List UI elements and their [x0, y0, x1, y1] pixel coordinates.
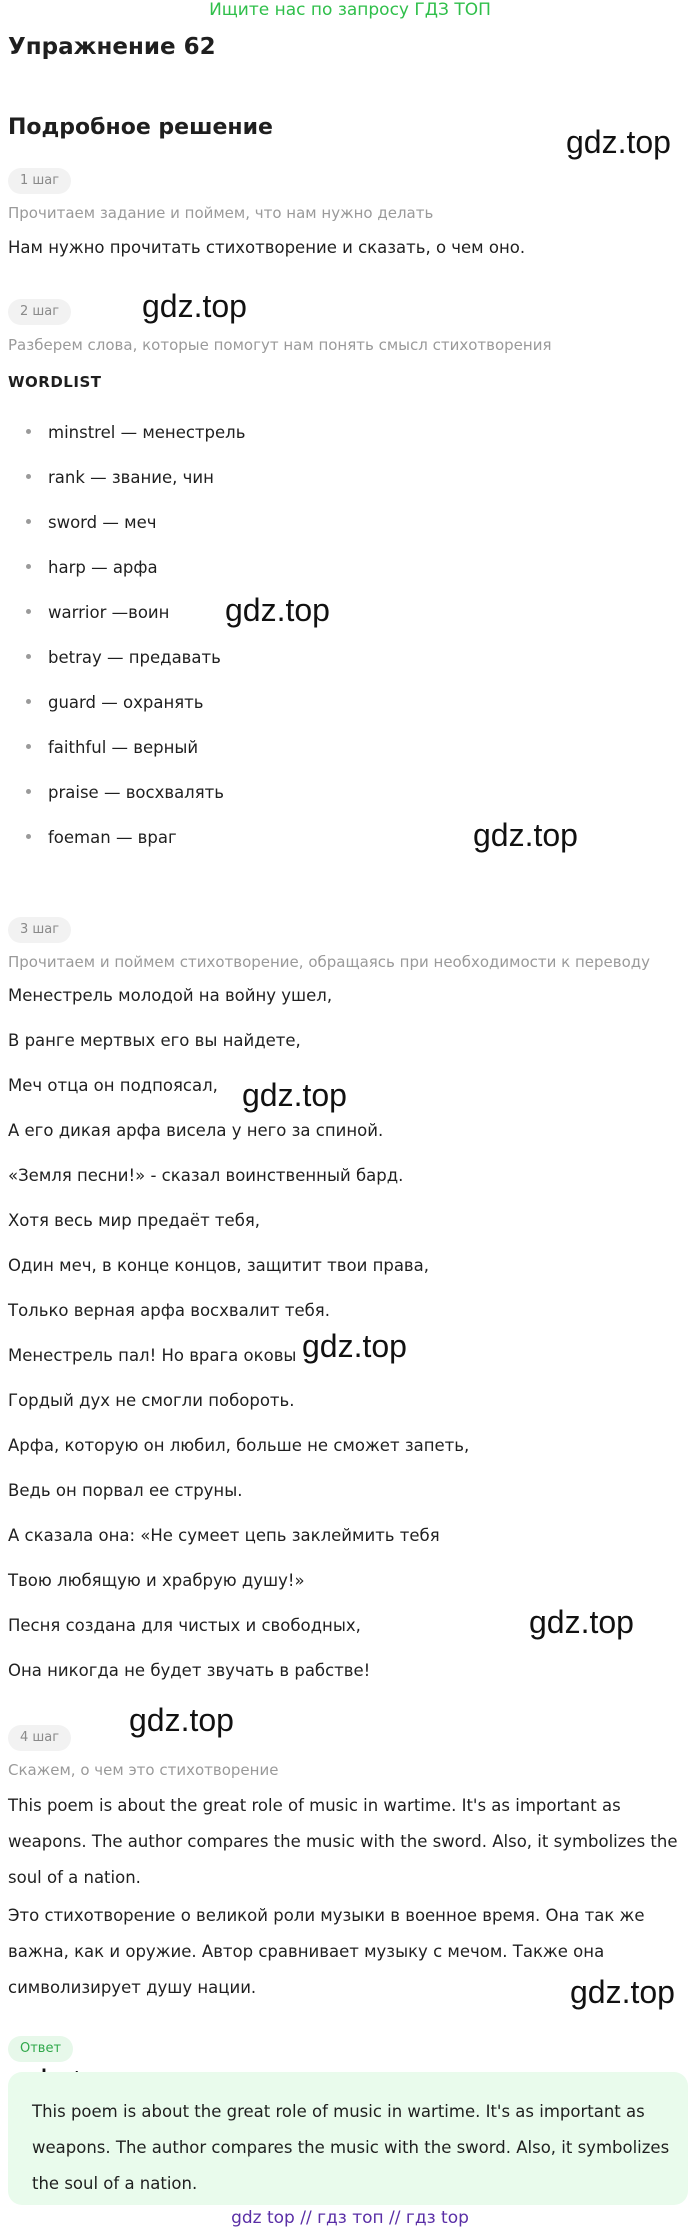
bullet-icon	[26, 654, 31, 659]
bullet-icon	[26, 519, 31, 524]
watermark: gdz.top	[529, 1604, 634, 1640]
wordlist-item	[26, 558, 158, 577]
footer-links[interactable]: gdz top // гдз топ // гдз top	[231, 2208, 469, 2228]
answer-text: This poem is about the great role of music in wartime. It's as important as weapons. The author compares the music with the sword. Also, it symbolizes the soul of a nation.	[32, 2102, 670, 2193]
wordlist-item	[26, 693, 204, 712]
answer-badge: Ответ	[8, 2036, 73, 2062]
bullet-icon	[26, 699, 31, 704]
step-hint: Скажем, о чем это стихотворение	[8, 1761, 279, 1779]
poem-line: Один меч, в конце концов, защитит твои права,	[8, 1256, 430, 1275]
wordlist-item-text: sword — меч	[48, 513, 157, 532]
step-badge: 4 шаг	[8, 1725, 71, 1751]
wordlist-item	[26, 828, 177, 847]
poem-line: Твою любящую и храбрую душу!»	[8, 1571, 305, 1590]
watermark: gdz.top	[570, 1974, 675, 2010]
wordlist-item	[26, 468, 214, 487]
poem-line: Она никогда не будет звучать в рабстве!	[8, 1661, 371, 1680]
bullet-icon	[26, 609, 31, 614]
step-text-russian: Это стихотворение о великой роли музыки в военное время. Она так же важна, как и оружие. Автор сравнивает музыку с мечом. Также она символизирует душу нации.	[8, 1906, 645, 1997]
wordlist-item	[26, 513, 157, 532]
wordlist-item	[26, 423, 245, 442]
poem-line: Песня создана для чистых и свободных,	[8, 1616, 361, 1635]
step-hint: Разберем слова, которые помогут нам понять смысл стихотворения	[8, 336, 552, 354]
watermark: gdz.top	[129, 1702, 234, 1738]
step-text: Нам нужно прочитать стихотворение и сказать, о чем оно.	[8, 238, 526, 257]
poem-line: «Земля песни!» - сказал воинственный бард.	[8, 1166, 404, 1185]
wordlist-item-text: guard — охранять	[48, 693, 204, 712]
poem-line: Хотя весь мир предаёт тебя,	[8, 1211, 261, 1230]
wordlist-item	[26, 648, 221, 667]
watermark: gdz.top	[225, 592, 330, 628]
wordlist-item-text: harp — арфа	[48, 558, 158, 577]
poem-line: В ранге мертвых его вы найдете,	[8, 1031, 301, 1050]
poem-line: Арфа, которую он любил, больше не сможет запеть,	[8, 1436, 470, 1455]
bullet-icon	[26, 789, 31, 794]
bullet-icon	[26, 834, 31, 839]
step-hint: Прочитаем задание и поймем, что нам нужно делать	[8, 204, 434, 222]
step-badge: 1 шаг	[8, 168, 71, 194]
watermark: gdz.top	[242, 1077, 347, 1113]
wordlist-item	[26, 603, 169, 622]
wordlist-item-text: praise — восхвалять	[48, 783, 224, 802]
wordlist-item-text: betray — предавать	[48, 648, 221, 667]
wordlist-item	[26, 738, 198, 757]
page-title: Упражнение 62	[8, 34, 216, 60]
poem-line: А сказала она: «Не сумеет цепь заклеймить тебя	[8, 1526, 440, 1545]
wordlist-item-text: warrior —воин	[48, 603, 170, 622]
wordlist-title: WORDLIST	[8, 373, 102, 391]
step-text-english: This poem is about the great role of music in wartime. It's as important as weapons. The author compares the music with the sword. Also, it symbolizes the soul of a nation.	[8, 1796, 678, 1887]
watermark: gdz.top	[473, 817, 578, 853]
wordlist-item-text: rank — звание, чин	[48, 468, 214, 487]
poem-line: Только верная арфа восхвалит тебя.	[8, 1301, 330, 1320]
wordlist-item-text: faithful — верный	[48, 738, 199, 757]
wordlist-item	[26, 783, 224, 802]
poem-line: А его дикая арфа висела у него за спиной.	[8, 1121, 384, 1140]
bullet-icon	[26, 744, 31, 749]
poem-line: Меч отца он подпоясал,	[8, 1076, 218, 1095]
wordlist-item-text: minstrel — менестрель	[48, 423, 246, 442]
wordlist-item-text: foeman — враг	[48, 828, 177, 847]
step-badge: 2 шаг	[8, 299, 71, 325]
bullet-icon	[26, 429, 31, 434]
poem-line: Менестрель молодой на войну ушел,	[8, 986, 333, 1005]
watermark: gdz.top	[302, 1328, 407, 1364]
poem-line: Менестрель пал! Но врага оковы	[8, 1346, 297, 1365]
watermark: gdz.top	[566, 124, 671, 160]
bullet-icon	[26, 474, 31, 479]
search-promo-link[interactable]: Ищите нас по запросу ГДЗ ТОП	[209, 0, 491, 20]
section-title: Подробное решение	[8, 115, 273, 140]
poem-line: Ведь он порвал ее струны.	[8, 1481, 243, 1500]
poem-line: Гордый дух не смогли побороть.	[8, 1391, 295, 1410]
watermark: gdz.top	[142, 288, 247, 324]
bullet-icon	[26, 564, 31, 569]
step-hint: Прочитаем и поймем стихотворение, обращаясь при необходимости к переводу	[8, 953, 651, 971]
step-badge: 3 шаг	[8, 917, 71, 943]
